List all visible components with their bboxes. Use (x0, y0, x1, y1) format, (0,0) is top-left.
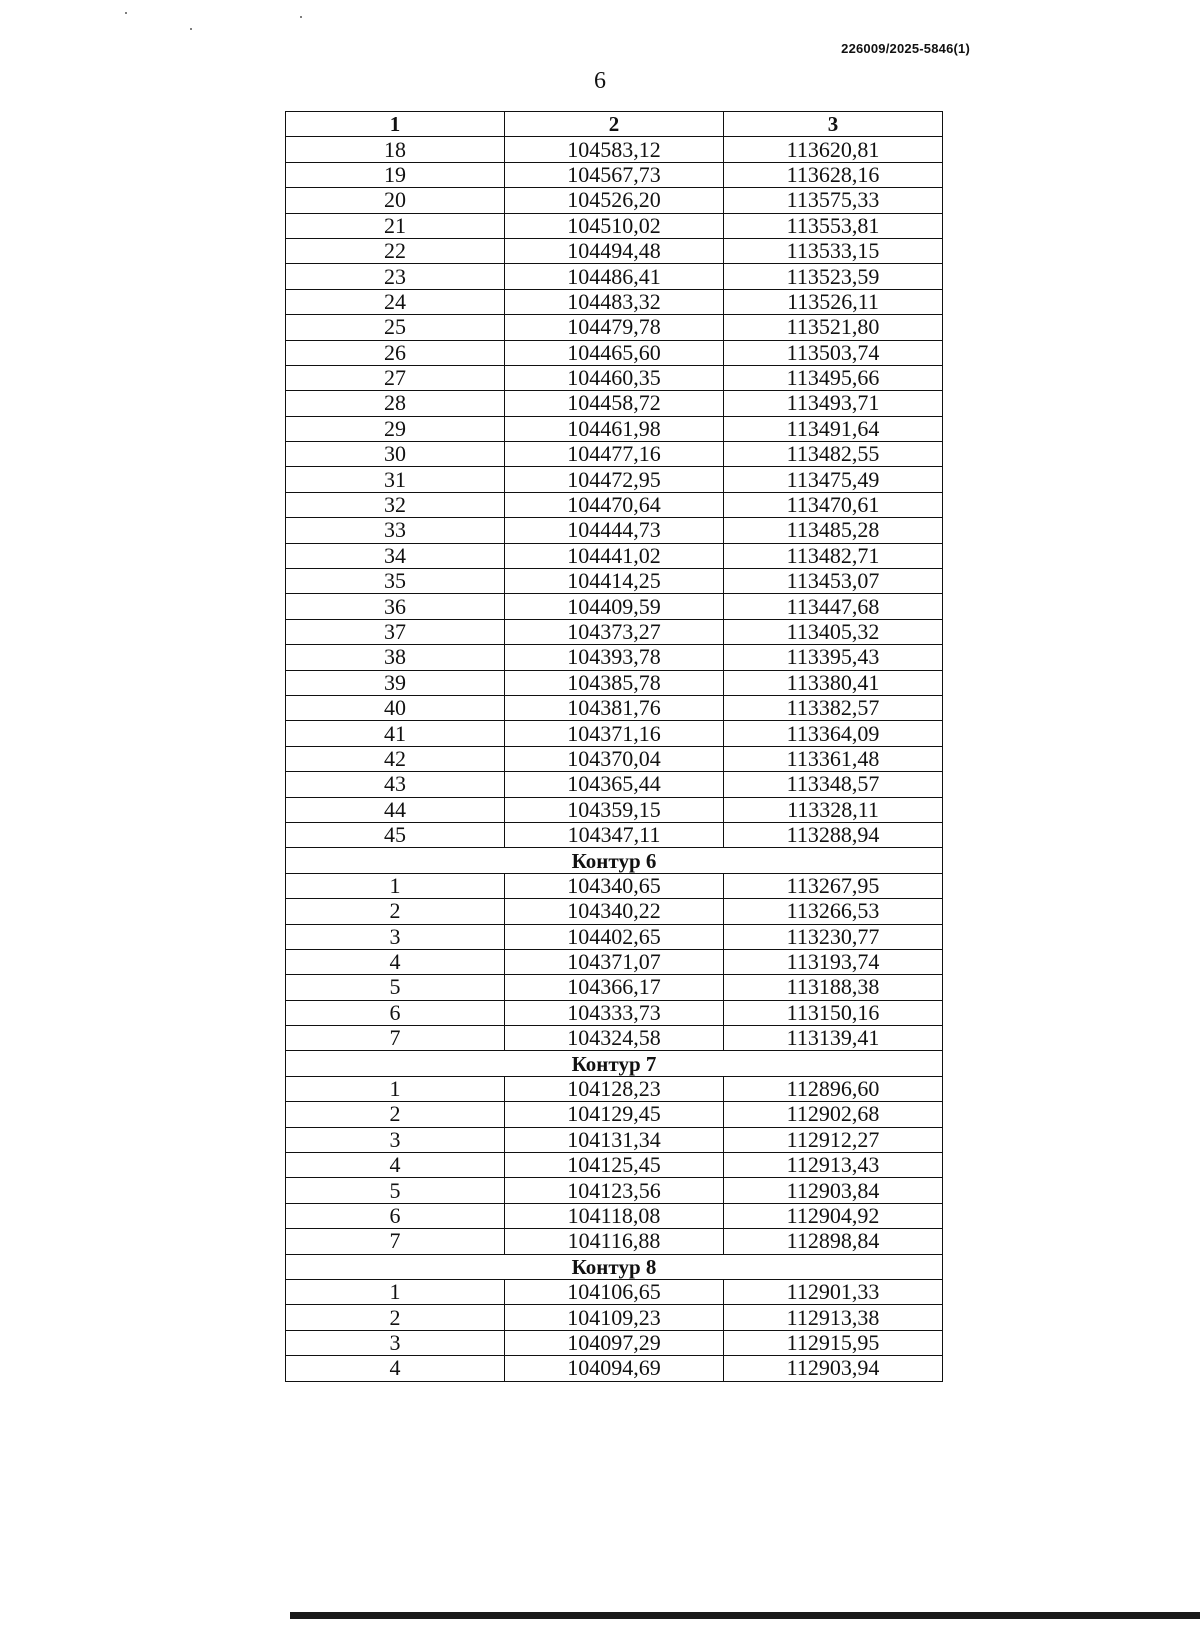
y-coordinate-cell: 113523,59 (724, 264, 943, 289)
y-coordinate-cell: 113364,09 (724, 721, 943, 746)
y-coordinate-cell: 113628,16 (724, 162, 943, 187)
point-number-cell: 21 (286, 213, 505, 238)
y-coordinate-cell: 113575,33 (724, 188, 943, 213)
table-row (286, 721, 943, 746)
x-coordinate-cell: 104371,16 (505, 721, 724, 746)
x-coordinate-cell: 104131,34 (505, 1127, 724, 1152)
x-coordinate-cell: 104118,08 (505, 1203, 724, 1228)
table-row (286, 797, 943, 822)
table-body (286, 137, 943, 1381)
contour-title: Контур 6 (286, 848, 943, 873)
x-coordinate-cell: 104123,56 (505, 1178, 724, 1203)
table-row (286, 924, 943, 949)
point-number-cell: 23 (286, 264, 505, 289)
document-number: 226009/2025-5846(1) (841, 41, 970, 56)
x-coordinate-cell: 104128,23 (505, 1076, 724, 1101)
y-coordinate-cell: 113526,11 (724, 289, 943, 314)
point-number-cell: 41 (286, 721, 505, 746)
point-number-cell: 3 (286, 1127, 505, 1152)
coordinates-table (285, 111, 943, 1382)
x-coordinate-cell: 104125,45 (505, 1153, 724, 1178)
x-coordinate-cell: 104494,48 (505, 238, 724, 263)
point-number-cell: 35 (286, 569, 505, 594)
x-coordinate-cell: 104483,32 (505, 289, 724, 314)
point-number-cell: 31 (286, 467, 505, 492)
y-coordinate-cell: 113453,07 (724, 569, 943, 594)
contour-title: Контур 7 (286, 1051, 943, 1076)
y-coordinate-cell: 113188,38 (724, 975, 943, 1000)
point-number-cell: 36 (286, 594, 505, 619)
x-coordinate-cell: 104465,60 (505, 340, 724, 365)
y-coordinate-cell: 113470,61 (724, 492, 943, 517)
x-coordinate-cell: 104402,65 (505, 924, 724, 949)
point-number-cell: 20 (286, 188, 505, 213)
x-coordinate-cell: 104393,78 (505, 645, 724, 670)
table-row (286, 1026, 943, 1051)
y-coordinate-cell: 113348,57 (724, 772, 943, 797)
point-number-cell: 1 (286, 1076, 505, 1101)
point-number-cell: 40 (286, 695, 505, 720)
y-coordinate-cell: 113485,28 (724, 518, 943, 543)
table-row (286, 238, 943, 263)
table-row (286, 1178, 943, 1203)
x-coordinate-cell: 104458,72 (505, 391, 724, 416)
y-coordinate-cell: 112913,38 (724, 1305, 943, 1330)
point-number-cell: 6 (286, 1000, 505, 1025)
table-row (286, 1356, 943, 1381)
y-coordinate-cell: 112903,84 (724, 1178, 943, 1203)
point-number-cell: 43 (286, 772, 505, 797)
point-number-cell: 2 (286, 1102, 505, 1127)
y-coordinate-cell: 113491,64 (724, 416, 943, 441)
y-coordinate-cell: 113482,55 (724, 442, 943, 467)
point-number-cell: 25 (286, 315, 505, 340)
x-coordinate-cell: 104333,73 (505, 1000, 724, 1025)
contour-heading-row (286, 848, 943, 873)
table-row (286, 1330, 943, 1355)
table-row (286, 594, 943, 619)
x-coordinate-cell: 104385,78 (505, 670, 724, 695)
table-row (286, 1000, 943, 1025)
x-coordinate-cell: 104340,65 (505, 873, 724, 898)
point-number-cell: 5 (286, 1178, 505, 1203)
x-coordinate-cell: 104324,58 (505, 1026, 724, 1051)
y-coordinate-cell: 113533,15 (724, 238, 943, 263)
scan-speck (300, 16, 302, 18)
point-number-cell: 5 (286, 975, 505, 1000)
y-coordinate-cell: 113495,66 (724, 365, 943, 390)
x-coordinate-cell: 104106,65 (505, 1279, 724, 1304)
x-coordinate-cell: 104526,20 (505, 188, 724, 213)
point-number-cell: 32 (286, 492, 505, 517)
point-number-cell: 4 (286, 1356, 505, 1381)
point-number-cell: 37 (286, 619, 505, 644)
y-coordinate-cell: 113395,43 (724, 645, 943, 670)
x-coordinate-cell: 104094,69 (505, 1356, 724, 1381)
point-number-cell: 3 (286, 924, 505, 949)
x-coordinate-cell: 104486,41 (505, 264, 724, 289)
table-row (286, 670, 943, 695)
x-coordinate-cell: 104567,73 (505, 162, 724, 187)
table-row (286, 1229, 943, 1254)
y-coordinate-cell: 113380,41 (724, 670, 943, 695)
x-coordinate-cell: 104477,16 (505, 442, 724, 467)
x-coordinate-cell: 104340,22 (505, 899, 724, 924)
x-coordinate-cell: 104583,12 (505, 137, 724, 162)
point-number-cell: 39 (286, 670, 505, 695)
point-number-cell: 38 (286, 645, 505, 670)
table-row (286, 518, 943, 543)
table-row (286, 695, 943, 720)
point-number-cell: 27 (286, 365, 505, 390)
table-row (286, 162, 943, 187)
point-number-cell: 33 (286, 518, 505, 543)
x-coordinate-cell: 104097,29 (505, 1330, 724, 1355)
x-coordinate-cell: 104371,07 (505, 949, 724, 974)
table-row (286, 213, 943, 238)
point-number-cell: 6 (286, 1203, 505, 1228)
x-coordinate-cell: 104441,02 (505, 543, 724, 568)
scan-edge-bar (290, 1612, 1200, 1619)
y-coordinate-cell: 112903,94 (724, 1356, 943, 1381)
contour-heading-row (286, 1051, 943, 1076)
y-coordinate-cell: 113475,49 (724, 467, 943, 492)
x-coordinate-cell: 104366,17 (505, 975, 724, 1000)
table-row (286, 137, 943, 162)
point-number-cell: 34 (286, 543, 505, 568)
y-coordinate-cell: 112904,92 (724, 1203, 943, 1228)
point-number-cell: 19 (286, 162, 505, 187)
x-coordinate-cell: 104461,98 (505, 416, 724, 441)
contour-title: Контур 8 (286, 1254, 943, 1279)
point-number-cell: 28 (286, 391, 505, 416)
x-coordinate-cell: 104479,78 (505, 315, 724, 340)
y-coordinate-cell: 112896,60 (724, 1076, 943, 1101)
point-number-cell: 7 (286, 1026, 505, 1051)
y-coordinate-cell: 113447,68 (724, 594, 943, 619)
x-coordinate-cell: 104116,88 (505, 1229, 724, 1254)
scan-speck (125, 12, 127, 14)
table-header (286, 112, 943, 137)
point-number-cell: 45 (286, 822, 505, 847)
y-coordinate-cell: 113150,16 (724, 1000, 943, 1025)
y-coordinate-cell: 113139,41 (724, 1026, 943, 1051)
table-row (286, 1076, 943, 1101)
point-number-cell: 18 (286, 137, 505, 162)
y-coordinate-cell: 113553,81 (724, 213, 943, 238)
table-row (286, 543, 943, 568)
y-coordinate-cell: 113288,94 (724, 822, 943, 847)
point-number-cell: 7 (286, 1229, 505, 1254)
table-row (286, 365, 943, 390)
point-number-cell: 29 (286, 416, 505, 441)
point-number-cell: 2 (286, 899, 505, 924)
column-header-number: 1 (286, 112, 505, 137)
x-coordinate-cell: 104381,76 (505, 695, 724, 720)
point-number-cell: 1 (286, 1279, 505, 1304)
y-coordinate-cell: 112901,33 (724, 1279, 943, 1304)
table-row (286, 492, 943, 517)
x-coordinate-cell: 104414,25 (505, 569, 724, 594)
point-number-cell: 1 (286, 873, 505, 898)
table-row (286, 442, 943, 467)
point-number-cell: 2 (286, 1305, 505, 1330)
table-row (286, 645, 943, 670)
table-row (286, 949, 943, 974)
table-row (286, 619, 943, 644)
y-coordinate-cell: 113267,95 (724, 873, 943, 898)
point-number-cell: 22 (286, 238, 505, 263)
x-coordinate-cell: 104470,64 (505, 492, 724, 517)
header-row (286, 112, 943, 137)
table-row (286, 315, 943, 340)
table-row (286, 188, 943, 213)
y-coordinate-cell: 113328,11 (724, 797, 943, 822)
point-number-cell: 4 (286, 949, 505, 974)
y-coordinate-cell: 113521,80 (724, 315, 943, 340)
table-row (286, 264, 943, 289)
point-number-cell: 4 (286, 1153, 505, 1178)
x-coordinate-cell: 104472,95 (505, 467, 724, 492)
y-coordinate-cell: 113193,74 (724, 949, 943, 974)
x-coordinate-cell: 104109,23 (505, 1305, 724, 1330)
x-coordinate-cell: 104409,59 (505, 594, 724, 619)
table-row (286, 1305, 943, 1330)
table-row (286, 1127, 943, 1152)
y-coordinate-cell: 112902,68 (724, 1102, 943, 1127)
x-coordinate-cell: 104359,15 (505, 797, 724, 822)
contour-heading-row (286, 1254, 943, 1279)
table-row (286, 1279, 943, 1304)
point-number-cell: 24 (286, 289, 505, 314)
y-coordinate-cell: 113405,32 (724, 619, 943, 644)
table-row (286, 1102, 943, 1127)
x-coordinate-cell: 104370,04 (505, 746, 724, 771)
x-coordinate-cell: 104129,45 (505, 1102, 724, 1127)
x-coordinate-cell: 104460,35 (505, 365, 724, 390)
page-number: 6 (594, 68, 606, 94)
x-coordinate-cell: 104510,02 (505, 213, 724, 238)
point-number-cell: 3 (286, 1330, 505, 1355)
y-coordinate-cell: 113266,53 (724, 899, 943, 924)
table-row (286, 975, 943, 1000)
column-header-y: 3 (724, 112, 943, 137)
table-row (286, 1203, 943, 1228)
x-coordinate-cell: 104373,27 (505, 619, 724, 644)
scan-speck (190, 28, 192, 30)
point-number-cell: 42 (286, 746, 505, 771)
x-coordinate-cell: 104444,73 (505, 518, 724, 543)
y-coordinate-cell: 113230,77 (724, 924, 943, 949)
table-row (286, 391, 943, 416)
table-row (286, 467, 943, 492)
table-row (286, 772, 943, 797)
point-number-cell: 26 (286, 340, 505, 365)
table-row (286, 899, 943, 924)
table-row (286, 340, 943, 365)
table-row (286, 416, 943, 441)
y-coordinate-cell: 113503,74 (724, 340, 943, 365)
table-row (286, 1153, 943, 1178)
y-coordinate-cell: 112898,84 (724, 1229, 943, 1254)
y-coordinate-cell: 113382,57 (724, 695, 943, 720)
table-row (286, 746, 943, 771)
point-number-cell: 44 (286, 797, 505, 822)
y-coordinate-cell: 113482,71 (724, 543, 943, 568)
y-coordinate-cell: 112912,27 (724, 1127, 943, 1152)
y-coordinate-cell: 112913,43 (724, 1153, 943, 1178)
table-row (286, 822, 943, 847)
y-coordinate-cell: 112915,95 (724, 1330, 943, 1355)
table-row (286, 289, 943, 314)
point-number-cell: 30 (286, 442, 505, 467)
table-row (286, 873, 943, 898)
table-row (286, 569, 943, 594)
y-coordinate-cell: 113361,48 (724, 746, 943, 771)
x-coordinate-cell: 104365,44 (505, 772, 724, 797)
y-coordinate-cell: 113620,81 (724, 137, 943, 162)
x-coordinate-cell: 104347,11 (505, 822, 724, 847)
column-header-x: 2 (505, 112, 724, 137)
y-coordinate-cell: 113493,71 (724, 391, 943, 416)
